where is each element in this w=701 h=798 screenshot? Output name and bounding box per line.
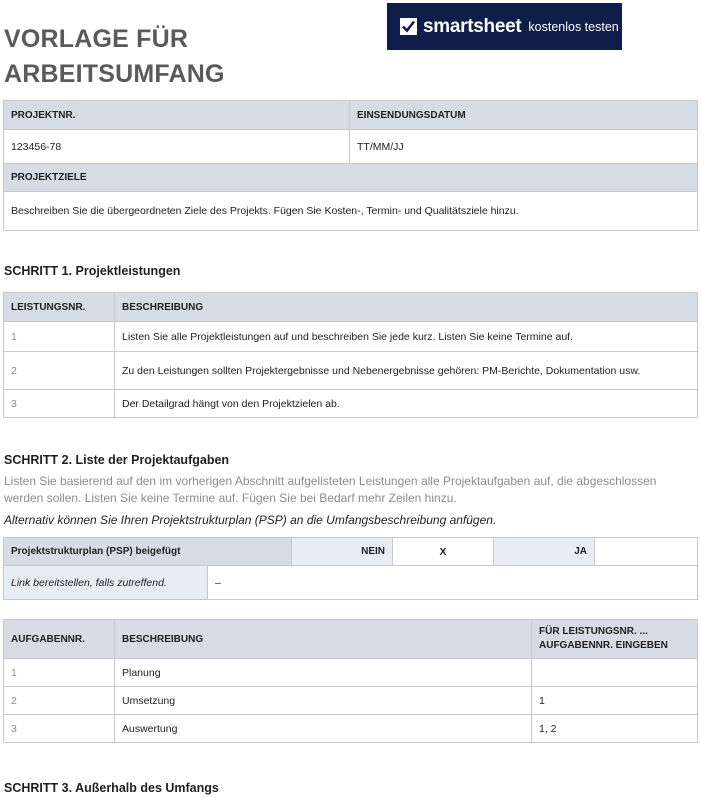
leistung-nr: 1 bbox=[4, 322, 115, 352]
table-row bbox=[4, 390, 698, 418]
link-label: Link bereitstellen, falls zutreffend. bbox=[4, 566, 208, 600]
ja-checkbox[interactable] bbox=[595, 538, 698, 566]
aufgabe-beschreibung-header: BESCHREIBUNG bbox=[115, 620, 532, 659]
link-field[interactable]: – bbox=[208, 566, 698, 600]
nein-checkbox[interactable]: X bbox=[393, 538, 494, 566]
aufgabe-ref[interactable]: 1, 2 bbox=[532, 715, 698, 743]
page-title-line-1: VORLAGE FÜR bbox=[4, 25, 189, 53]
ziele-header: PROJEKTZIELE bbox=[4, 164, 698, 192]
table-row bbox=[4, 659, 698, 687]
leistungsnr-ref-header bbox=[532, 620, 698, 659]
aufgabe-nr: 2 bbox=[4, 687, 115, 715]
page-title-line-2: ARBEITSUMFANG bbox=[4, 60, 225, 88]
step3-heading: SCHRITT 3. Außerhalb des Umfangs bbox=[4, 781, 219, 795]
leistungsnr-header: LEISTUNGSNR. bbox=[4, 293, 115, 322]
ja-label: JA bbox=[494, 538, 595, 566]
projektnr-field[interactable]: 123456-78 bbox=[4, 130, 350, 164]
project-info-table bbox=[3, 100, 698, 231]
table-row bbox=[4, 352, 698, 390]
tasks-table bbox=[3, 619, 698, 743]
step2-heading: SCHRITT 2. Liste der Projektaufgaben bbox=[4, 453, 230, 467]
table-row bbox=[4, 322, 698, 352]
projektnr-header: PROJEKTNR. bbox=[4, 101, 350, 130]
banner-cta: kostenlos testen bbox=[528, 19, 619, 34]
aufgabe-ref[interactable] bbox=[532, 659, 698, 687]
step2-alternative-note: Alternativ können Sie Ihren Projektstrukturplan (PSP) an die Umfangsbeschreibung anfügen. bbox=[4, 513, 497, 527]
aufgabe-nr: 3 bbox=[4, 715, 115, 743]
nein-label: NEIN bbox=[292, 538, 393, 566]
step2-instructions: Listen Sie basierend auf den im vorherigen Abschnitt aufgelisteten Leistungen alle Projektaufgaben auf, die abgeschlossen werden sollen. Listen Sie keine Termine auf. Fügen Sie bei Bedarf mehr Zeilen hinzu. bbox=[4, 474, 657, 505]
aufgabennr-header: AUFGABENNR. bbox=[4, 620, 115, 659]
aufgabe-desc[interactable]: Umsetzung bbox=[115, 687, 532, 715]
leistungsnr-ref-header-line-1: FÜR LEISTUNGSNR. ... bbox=[539, 626, 648, 637]
leistung-desc[interactable]: Zu den Leistungen sollten Projektergebnisse und Nebenergebnisse gehören: PM-Berichte, Dokumentation usw. bbox=[115, 352, 698, 390]
aufgabe-ref[interactable]: 1 bbox=[532, 687, 698, 715]
step1-heading: SCHRITT 1. Projektleistungen bbox=[4, 264, 181, 278]
aufgabe-desc[interactable]: Planung bbox=[115, 659, 532, 687]
datum-header: EINSENDUNGSDATUM bbox=[350, 101, 698, 130]
psp-label: Projektstrukturplan (PSP) beigefügt bbox=[4, 538, 292, 566]
table-row bbox=[4, 715, 698, 743]
aufgabe-desc[interactable]: Auswertung bbox=[115, 715, 532, 743]
psp-table bbox=[3, 537, 698, 600]
leistung-nr: 3 bbox=[4, 390, 115, 418]
leistung-nr: 2 bbox=[4, 352, 115, 390]
page-title bbox=[4, 22, 334, 92]
beschreibung-header: BESCHREIBUNG bbox=[115, 293, 698, 322]
table-row bbox=[4, 687, 698, 715]
deliverables-table bbox=[3, 292, 698, 418]
datum-field[interactable]: TT/MM/JJ bbox=[350, 130, 698, 164]
aufgabe-nr: 1 bbox=[4, 659, 115, 687]
leistung-desc[interactable]: Der Detailgrad hängt von den Projektzielen ab. bbox=[115, 390, 698, 418]
smartsheet-check-icon bbox=[400, 18, 417, 35]
leistung-desc[interactable]: Listen Sie alle Projektleistungen auf und beschreiben Sie jede kurz. Listen Sie keine Termine auf. bbox=[115, 322, 698, 352]
smartsheet-trial-banner[interactable] bbox=[387, 3, 622, 50]
banner-brand: smartsheet bbox=[423, 15, 522, 37]
ziele-field[interactable]: Beschreiben Sie die übergeordneten Ziele des Projekts. Fügen Sie Kosten-, Termin- und Qualitätsziele hinzu. bbox=[4, 192, 698, 231]
leistungsnr-ref-header-line-2: AUFGABENNR. EINGEBEN bbox=[539, 640, 668, 651]
